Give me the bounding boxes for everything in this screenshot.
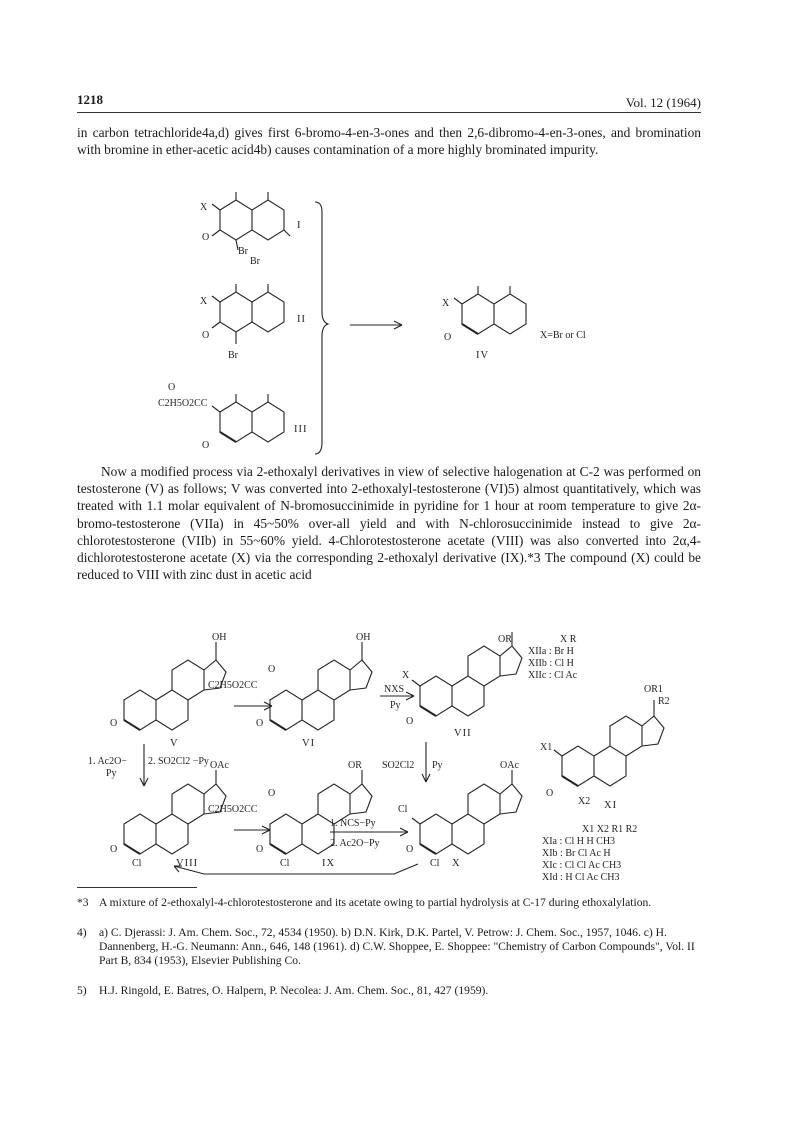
header-rule <box>77 112 701 113</box>
label-I: I <box>297 220 302 231</box>
label-br1b: Br <box>250 256 260 267</box>
label-keto11: O <box>546 788 554 799</box>
label-br2: Br <box>228 350 238 361</box>
label-py1: Py <box>390 700 401 711</box>
scheme-testosterone <box>84 620 704 880</box>
label-XI: XI <box>604 800 618 811</box>
label-x11b: X2 <box>578 796 591 807</box>
bracket <box>315 202 328 454</box>
footnote <box>77 984 702 998</box>
structure-I <box>212 192 290 250</box>
structure-IV <box>454 286 526 334</box>
arrow-IX-X <box>330 828 408 836</box>
footnote-number: *3 <box>77 896 89 909</box>
table11-row: XId : H Cl Ac CH3 <box>542 872 620 880</box>
label-o3c: O <box>168 382 176 393</box>
arrow-V-VIII <box>140 744 148 786</box>
label-r2: R2 <box>658 696 670 707</box>
label-py2: Py <box>106 768 117 779</box>
label-II: II <box>297 314 306 325</box>
label-cl8: Cl <box>132 858 142 869</box>
label-ac2opy: 2. Ac2O−Py <box>330 838 380 849</box>
label-o2: O <box>202 330 210 341</box>
table11-header: X1 X2 R1 R2 <box>582 824 638 835</box>
label-x1: X <box>200 202 208 213</box>
label-py3: Py <box>432 760 443 771</box>
label-oh1: OH <box>212 632 227 643</box>
label-III: III <box>294 424 308 435</box>
footnote-text: H.J. Ringold, E. Batres, O. Halpern, P. Necolea: J. Am. Chem. Soc., 81, 427 (1959). <box>99 984 489 998</box>
label-ac2o: 1. Ac2O− <box>88 756 127 767</box>
label-keto9: O <box>256 844 264 855</box>
footnote-number: 5) <box>77 984 87 997</box>
label-so2cl2a: 2. SO2Cl2 −Py <box>148 756 209 767</box>
label-VII: VII <box>454 728 472 739</box>
label-X: X <box>452 858 461 869</box>
label-ester6: C2H5O2CC <box>208 680 258 691</box>
label-ester: C2H5O2CC <box>158 398 208 409</box>
label-keto10: O <box>406 844 414 855</box>
label-ester9: C2H5O2CC <box>208 804 258 815</box>
label-ncs: 1. NCS−Py <box>330 818 376 829</box>
label-or1: OR <box>498 634 512 645</box>
scheme-bromination <box>140 192 660 462</box>
table11-row: XIb : Br Cl Ac H <box>542 848 611 859</box>
label-IX: IX <box>322 858 336 869</box>
structure-III <box>212 394 284 442</box>
footnote-rule <box>77 887 197 888</box>
label-br1a: Br <box>238 246 248 257</box>
label-x2: X <box>200 296 208 307</box>
label-VIII: VIII <box>176 858 199 869</box>
label-o4: O <box>444 332 452 343</box>
arrow-X-VIII <box>174 864 418 874</box>
label-cl9: Cl <box>280 858 290 869</box>
footnote <box>77 926 702 969</box>
label-x4: X <box>442 298 450 309</box>
table11-row: XIc : Cl Cl Ac CH3 <box>542 860 622 871</box>
label-V: V <box>170 738 179 749</box>
table12-header: X R <box>560 634 577 645</box>
structure-XI <box>554 700 664 786</box>
volume-label: Vol. 12 (1964) <box>625 95 701 110</box>
structure-VI <box>270 642 372 730</box>
label-or2: OR <box>348 760 362 771</box>
table12-row: XIIc : Cl Ac <box>528 670 578 681</box>
label-o3: O <box>202 440 210 451</box>
structure-X <box>412 770 522 854</box>
table11-row: XIa : Cl H H CH3 <box>542 836 616 847</box>
label-cl10: Cl <box>430 858 440 869</box>
label-nxs: NXS <box>384 684 405 695</box>
footnote-number: 4) <box>77 926 87 939</box>
arrow-V-VI <box>234 702 272 710</box>
label-oac2: OAc <box>500 760 519 771</box>
paragraph-top: in carbon tetrachloride4a,d) gives first 6-bromo-4-en-3-ones and then 2,6-dibromo-4-en-3-ones, and bromination with bromine in ether-acetic acid4b) causes contamination of a more highly brominated impurity. <box>77 125 701 158</box>
label-x7: X <box>402 670 410 681</box>
label-oac1: OAc <box>210 760 229 771</box>
label-keto8: O <box>110 844 118 855</box>
arrow-VIII-IX <box>234 826 270 834</box>
label-o9: O <box>268 788 276 799</box>
paragraph-mid: Now a modified process via 2-ethoxalyl derivatives in view of selective halogenation at C-2 was performed on testosterone (V) as follows; V was converted into 2-ethoxalyl-testosterone (VI)5) almost quantitatively, which was treated with 1.1 molar equivalent of N-bromosuccinimide in pyridine for 1 hour at room temperature to give 2α-bromo-testosterone (VIIa) in 45~50% over-all yield and with N-chlorosuccinimide instead to give 2α-chlorotestosterone (VIIb) in 55~60% yield. 4-Chlorotestosterone acetate (VIII) was also converted into 2α,4-dichlorotestosterone acetate (X) via the corresponding 2-ethoxalyl derivative (IX).*3 The compound (X) could be reduced to VIII with zinc dust in acetic acid <box>77 464 701 583</box>
label-oh2: OH <box>356 632 371 643</box>
label-keto5: O <box>110 718 118 729</box>
label-IV: IV <box>476 350 490 361</box>
table12-row: XIIa : Br H <box>528 646 574 657</box>
page-number: 1218 <box>77 92 103 107</box>
footnote-text: A mixture of 2-ethoxalyl-4-chlorotestosterone and its acetate owing to partial hydrolysis at C-17 during ethoxalylation. <box>99 896 652 910</box>
table12-row: XIIb : Cl H <box>528 658 574 669</box>
label-keto6: O <box>256 718 264 729</box>
label-cl10b: Cl <box>398 804 408 815</box>
footnote-text: a) C. Djerassi: J. Am. Chem. Soc., 72, 4534 (1950). b) D.N. Kirk, D.K. Partel, V. Petrow: J. Chem. Soc., 1957, 1046. c) H. Dannenberg, H.-G. Neumann: Ann., 646, 148 (1961). d) C.W. Shoppee, E. Shoppee: "Chemistry of Carbon Compounds", Vol. II Part B, 834 (1953), Elsevier Publishing Co. <box>99 926 695 968</box>
label-so2cl2b: SO2Cl2 <box>382 760 415 771</box>
label-keto7: O <box>406 716 414 727</box>
label-or11: OR1 <box>644 684 663 695</box>
label-x11a: X1 <box>540 742 553 753</box>
label-o1: O <box>202 232 210 243</box>
footnote <box>77 896 702 910</box>
label-o6: O <box>268 664 276 675</box>
structure-II <box>212 284 284 344</box>
arrow-VII-X <box>422 742 430 782</box>
label-VI: VI <box>302 738 316 749</box>
label-x-eq: X=Br or Cl <box>540 330 586 341</box>
